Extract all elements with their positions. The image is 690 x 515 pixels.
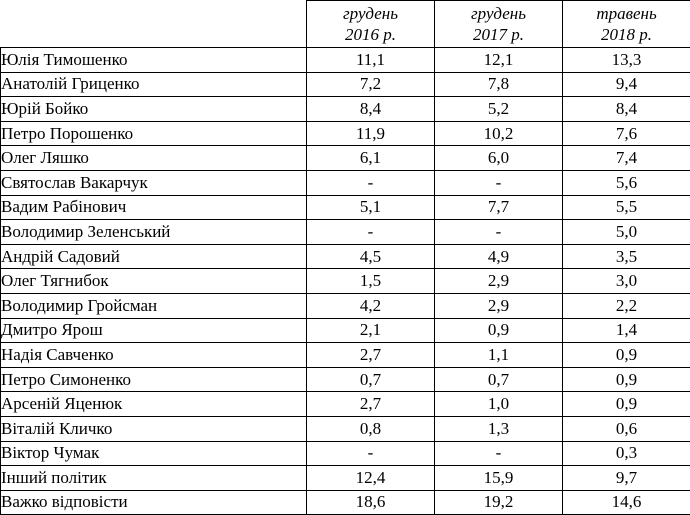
table-row: [1, 72, 690, 97]
value-may-2018: 0,9: [563, 343, 690, 368]
value-may-2018: 14,6: [563, 490, 690, 515]
value-dec-2017: -: [435, 441, 563, 466]
column-header-dec-2017-line2: 2017 р.: [435, 24, 562, 45]
value-may-2018: 9,7: [563, 466, 690, 491]
table-row: [1, 318, 690, 343]
table-header: [1, 1, 690, 48]
table-row: [1, 146, 690, 171]
column-header-dec-2016-line2: 2016 р.: [307, 24, 434, 45]
table-row: [1, 269, 690, 294]
value-dec-2016: 8,4: [307, 97, 435, 122]
value-dec-2017: 0,7: [435, 367, 563, 392]
table-row: [1, 490, 690, 515]
candidate-name: Олег Тягнибок: [1, 269, 307, 294]
column-header-may-2018-line1: травень: [563, 3, 690, 24]
value-may-2018: 1,4: [563, 318, 690, 343]
column-header-dec-2017-line1: грудень: [435, 3, 562, 24]
value-dec-2016: 2,7: [307, 392, 435, 417]
candidate-name: Юлія Тимошенко: [1, 48, 307, 73]
table-header-row: [1, 1, 690, 48]
candidate-name: Петро Симоненко: [1, 367, 307, 392]
table-row: [1, 416, 690, 441]
table-row: [1, 220, 690, 245]
value-dec-2017: 7,8: [435, 72, 563, 97]
value-dec-2016: 4,5: [307, 244, 435, 269]
value-dec-2017: 15,9: [435, 466, 563, 491]
value-dec-2017: 10,2: [435, 121, 563, 146]
table-row: [1, 195, 690, 220]
value-dec-2016: 5,1: [307, 195, 435, 220]
table-row: [1, 48, 690, 73]
value-dec-2016: 1,5: [307, 269, 435, 294]
candidate-name: Дмитро Ярош: [1, 318, 307, 343]
candidate-name: Вадим Рабінович: [1, 195, 307, 220]
value-may-2018: 7,4: [563, 146, 690, 171]
value-dec-2016: -: [307, 220, 435, 245]
candidate-name: Андрій Садовий: [1, 244, 307, 269]
table-row: [1, 343, 690, 368]
candidate-name: Петро Порошенко: [1, 121, 307, 146]
table-row: [1, 97, 690, 122]
value-dec-2017: 0,9: [435, 318, 563, 343]
table-row: [1, 170, 690, 195]
value-may-2018: 9,4: [563, 72, 690, 97]
value-may-2018: 5,5: [563, 195, 690, 220]
value-dec-2016: 2,7: [307, 343, 435, 368]
table-row: [1, 121, 690, 146]
value-dec-2016: 4,2: [307, 293, 435, 318]
value-dec-2016: -: [307, 441, 435, 466]
value-may-2018: 0,9: [563, 392, 690, 417]
value-dec-2017: 1,1: [435, 343, 563, 368]
column-header-dec-2016: [307, 1, 435, 48]
value-dec-2016: 2,1: [307, 318, 435, 343]
value-dec-2017: -: [435, 220, 563, 245]
value-dec-2017: 7,7: [435, 195, 563, 220]
value-may-2018: 13,3: [563, 48, 690, 73]
column-header-may-2018-line2: 2018 р.: [563, 24, 690, 45]
value-dec-2017: 5,2: [435, 97, 563, 122]
candidate-name: Арсеній Яценюк: [1, 392, 307, 417]
value-dec-2017: 19,2: [435, 490, 563, 515]
table-body: [1, 48, 690, 515]
value-may-2018: 3,5: [563, 244, 690, 269]
value-dec-2016: 6,1: [307, 146, 435, 171]
value-may-2018: 7,6: [563, 121, 690, 146]
value-may-2018: 3,0: [563, 269, 690, 294]
value-dec-2016: 0,7: [307, 367, 435, 392]
value-dec-2017: -: [435, 170, 563, 195]
candidate-name: Володимир Гройсман: [1, 293, 307, 318]
candidate-name: Віктор Чумак: [1, 441, 307, 466]
value-dec-2017: 2,9: [435, 269, 563, 294]
candidate-name: Анатолій Гриценко: [1, 72, 307, 97]
table-row: [1, 441, 690, 466]
value-may-2018: 0,9: [563, 367, 690, 392]
column-header-name: [1, 1, 307, 48]
table-row: [1, 466, 690, 491]
value-dec-2017: 6,0: [435, 146, 563, 171]
candidate-name: Надія Савченко: [1, 343, 307, 368]
value-may-2018: 0,6: [563, 416, 690, 441]
value-dec-2017: 1,0: [435, 392, 563, 417]
table-row: [1, 367, 690, 392]
value-may-2018: 2,2: [563, 293, 690, 318]
candidate-name: Володимир Зеленський: [1, 220, 307, 245]
value-may-2018: 8,4: [563, 97, 690, 122]
value-may-2018: 0,3: [563, 441, 690, 466]
column-header-dec-2017: [435, 1, 563, 48]
value-dec-2016: 11,9: [307, 121, 435, 146]
candidate-name: Важко відповісти: [1, 490, 307, 515]
value-dec-2016: 12,4: [307, 466, 435, 491]
table-row: [1, 392, 690, 417]
value-dec-2016: -: [307, 170, 435, 195]
candidate-name: Юрій Бойко: [1, 97, 307, 122]
candidate-name: Олег Ляшко: [1, 146, 307, 171]
value-may-2018: 5,0: [563, 220, 690, 245]
candidate-name: Інший політик: [1, 466, 307, 491]
value-dec-2017: 12,1: [435, 48, 563, 73]
value-dec-2017: 4,9: [435, 244, 563, 269]
table-row: [1, 293, 690, 318]
value-may-2018: 5,6: [563, 170, 690, 195]
value-dec-2017: 2,9: [435, 293, 563, 318]
candidate-name: Святослав Вакарчук: [1, 170, 307, 195]
column-header-dec-2016-line1: грудень: [307, 3, 434, 24]
value-dec-2017: 1,3: [435, 416, 563, 441]
value-dec-2016: 0,8: [307, 416, 435, 441]
column-header-may-2018: [563, 1, 690, 48]
candidate-name: Віталій Кличко: [1, 416, 307, 441]
value-dec-2016: 7,2: [307, 72, 435, 97]
value-dec-2016: 18,6: [307, 490, 435, 515]
table-row: [1, 244, 690, 269]
value-dec-2016: 11,1: [307, 48, 435, 73]
